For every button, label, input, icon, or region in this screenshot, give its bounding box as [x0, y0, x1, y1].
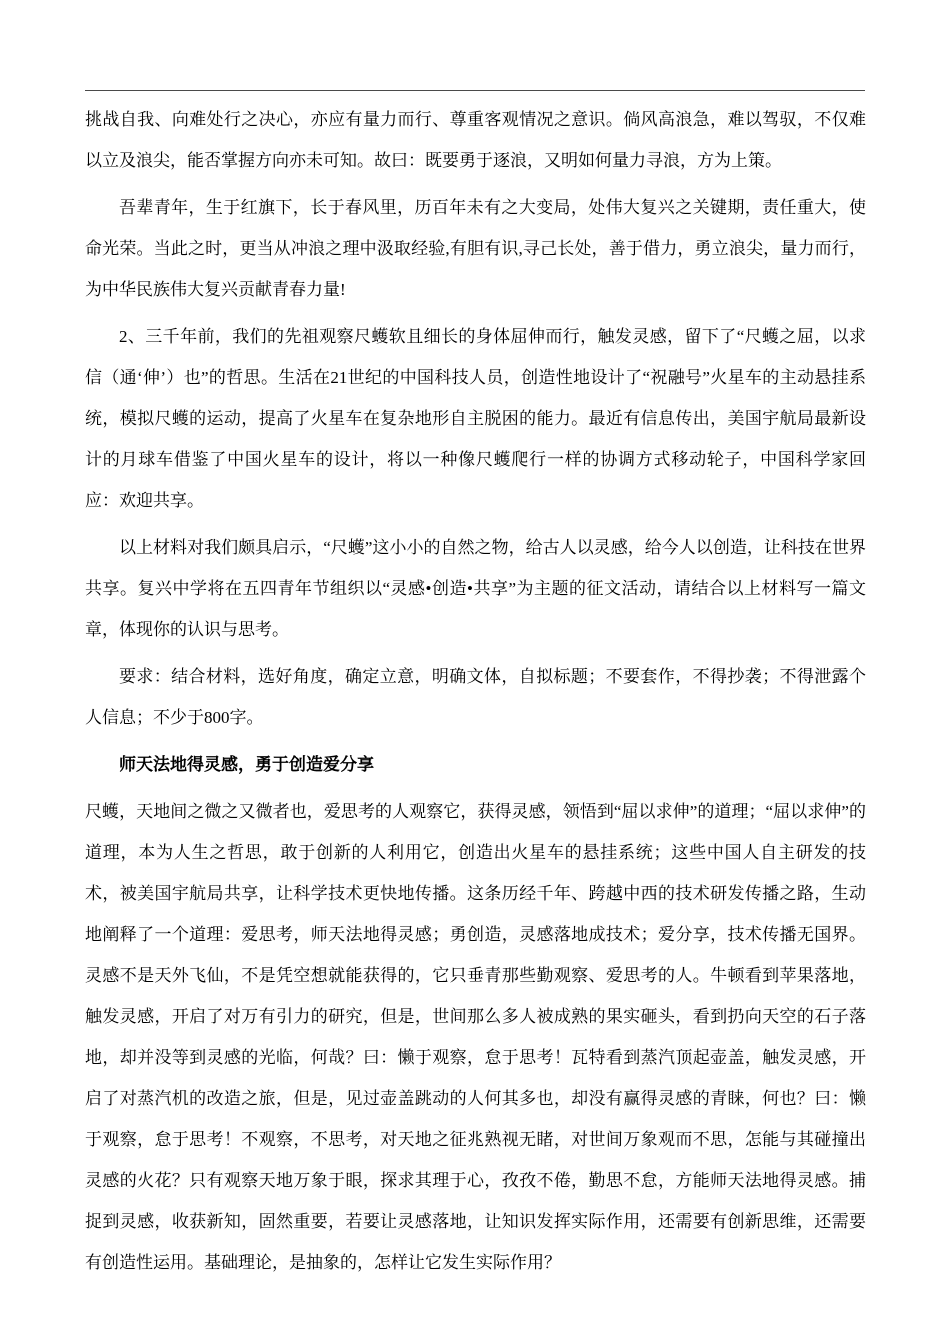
- paragraph-requirements: 要求：结合材料，选好角度，确定立意，明确文体，自拟标题；不要套作，不得抄袭；不得泄露个人信息；不少于800字。: [85, 667, 866, 727]
- paragraph-youth-exhortation: 吾辈青年，生于红旗下，长于春风里，历百年未有之大变局，处伟大复兴之关键期，责任重大，使命光荣。当此之时，更当从冲浪之理中汲取经验,有胆有识,寻己长处，善于借力，勇立浪尖，量力而行，为中华民族伟大复兴贡献青春力量!: [85, 198, 866, 299]
- header-rule: [85, 90, 865, 91]
- essay-title: 师天法地得灵感，勇于创造爱分享: [119, 755, 374, 774]
- paragraph-conclusion-surfing: 挑战自我、向难处行之决心，亦应有量力而行、尊重客观情况之意识。倘风高浪急，难以驾驭，不仅难以立及浪尖，能否掌握方向亦未可知。故曰：既要勇于逐浪，又明如何量力寻浪，方为上策。: [85, 110, 866, 170]
- paragraph-task-description: 以上材料对我们颇具启示，“尺蠖”这小小的自然之物，给古人以灵感，给今人以创造，让科技在世界共享。复兴中学将在五四青年节组织以“灵感•创造•共享”为主题的征文活动，请结合以上材料写一篇文章，体现你的认识与思考。: [85, 538, 866, 639]
- paragraph-prompt-2-inchworm: 2、三千年前，我们的先祖观察尺蠖软且细长的身体屈伸而行，触发灵感，留下了“尺蠖之屈，以求信（通‘伸’）也”的哲思。生活在21世纪的中国科技人员，创造性地设计了“祝融号”火星车的主动悬挂系统，模拟尺蠖的运动，提高了火星车在复杂地形自主脱困的能力。最近有信息传出，美国宇航局最新设计的月球车借鉴了中国火星车的设计，将以一种像尺蠖爬行一样的协调方式移动轮子，中国科学家回应：欢迎共享。: [85, 327, 866, 510]
- paragraph-essay-body: 尺蠖，天地间之微之又微者也，爱思考的人观察它，获得灵感，领悟到“屈以求伸”的道理；“屈以求伸”的道理，本为人生之哲思，敢于创新的人利用它，创造出火星车的悬挂系统；这些中国人自主研发的技术，被美国宇航局共享，让科学技术更快地传播。这条历经千年、跨越中西的技术研发传播之路，生动地阐释了一个道理：爱思考，师天法地得灵感；勇创造，灵感落地成技术；爱分享，技术传播无国界。灵感不是天外飞仙，不是凭空想就能获得的，它只垂青那些勤观察、爱思考的人。牛顿看到苹果落地，触发灵感，开启了对万有引力的研究，但是，世间那么多人被成熟的果实砸头，看到扔向天空的石子落地，却并没等到灵感的光临，何哉？曰：懒于观察，怠于思考！瓦特看到蒸汽顶起壶盖，触发灵感，开启了对蒸汽机的改造之旅，但是，见过壶盖跳动的人何其多也，却没有赢得灵感的青睐，何也？曰：懒于观察，怠于思考！不观察，不思考，对天地之征兆熟视无睹，对世间万象观而不思，怎能与其碰撞出灵感的火花？只有观察天地万象于眼，探求其理于心，孜孜不倦，勤思不怠，方能师天法地得灵感。捕捉到灵感，收获新知，固然重要，若要让灵感落地，让知识发挥实际作用，还需要有创新思维，还需要有创造性运用。基础理论，是抽象的，怎样让它发生实际作用？: [85, 802, 866, 1272]
- document-content: [85, 99, 866, 1289]
